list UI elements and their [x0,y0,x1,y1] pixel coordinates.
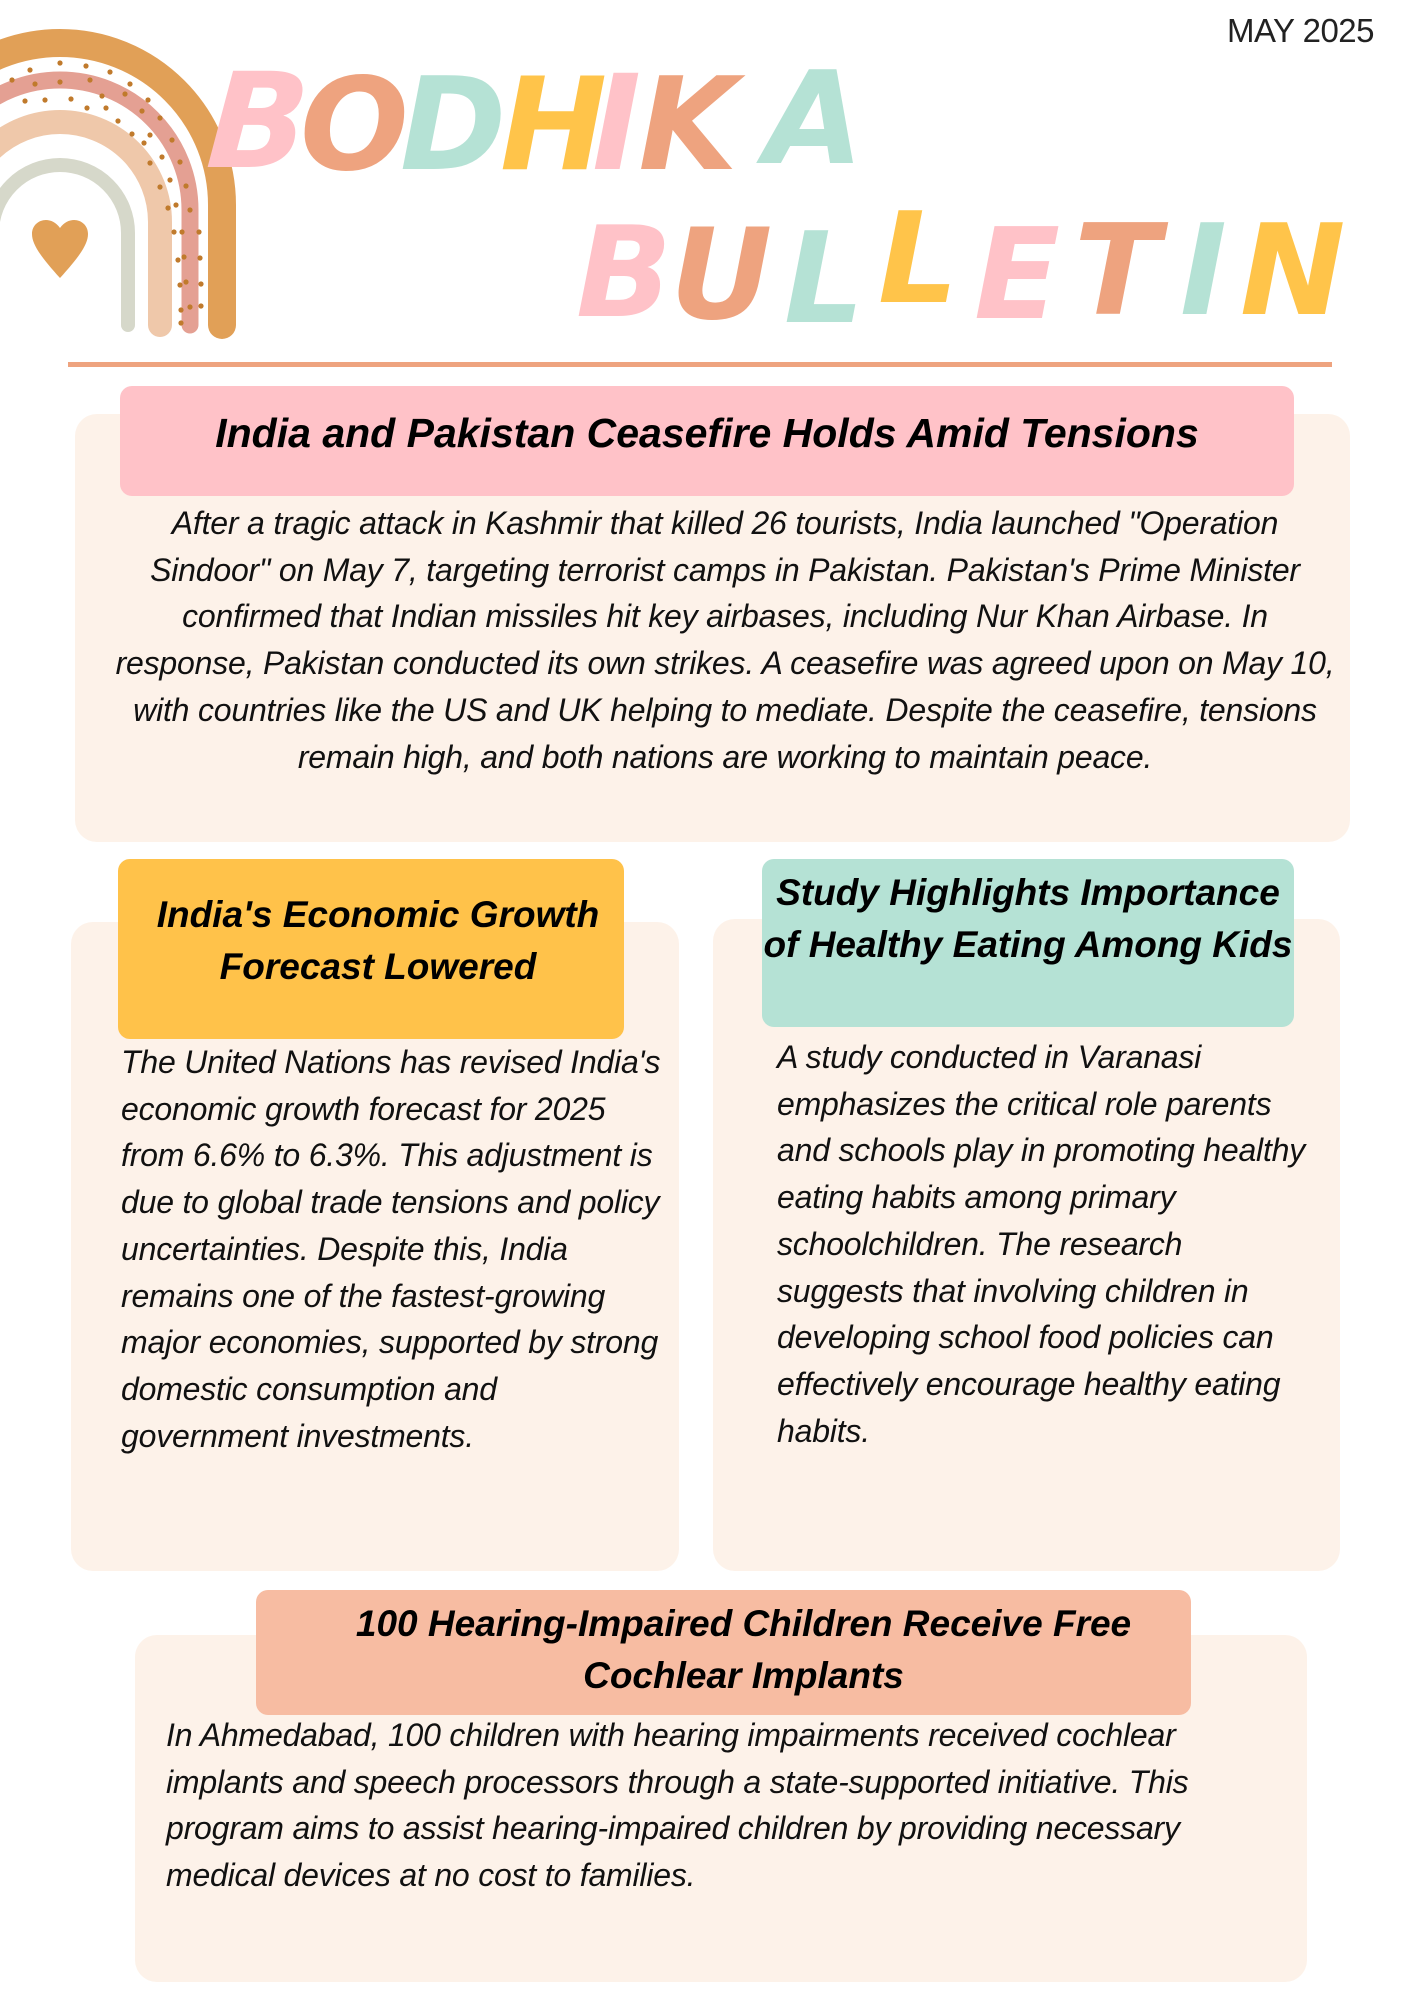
article-headline: India and Pakistan Ceasefire Holds Amid Tensions [120,386,1294,496]
masthead-letter: B [202,45,315,199]
masthead-letter: T [1074,197,1160,344]
masthead-letter: U [670,201,773,348]
masthead-letter: E [974,201,1061,348]
header-divider [68,362,1332,367]
masthead-letter: D [400,51,507,200]
masthead-letter: B [576,199,673,346]
article-headline: Study Highlights Importance of Healthy Eating Among Kids [762,859,1294,1027]
article-body: After a tragic attack in Kashmir that killed 26 tourists, India launched "Operation Sindoor" on May 7, targeting terrorist camps in Pakistan. Pakistan's Prime Minister confirmed that Indian missiles hit key airbases, including Nur Khan Airbase. In response, Pakistan conducted its own strikes. A ceasefire was agreed upon on May 10, with countries like the US and UK helping to mediate. Despite the ceasefire, tensions remain high, and both nations are working to maintain peace. [115,505,1335,775]
masthead-letter: I [1180,197,1227,344]
masthead-letter: K [638,51,738,200]
masthead-letter: L [784,205,865,352]
masthead-letter: N [1240,197,1346,344]
masthead-letter: I [592,47,642,201]
masthead-letter: A [764,45,864,194]
article-body: The United Nations has revised India's economic growth forecast for 2025 from 6.6% to 6.3%. This adjustment is due to global trade tensions and policy uncertainties. Despite this, India remains one of the fastest-growing major economies, supported by strong domestic consumption and government investments. [121,1044,661,1454]
article-headline: India's Economic Growth Forecast Lowered [118,859,624,1039]
issue-date: MAY 2025 [1226,12,1374,49]
article-headline: 100 Hearing-Impaired Children Receive Free Cochlear Implants [256,1590,1191,1715]
masthead-title [0,0,1414,350]
masthead-letter: H [500,51,608,200]
masthead-letter: L [878,185,959,332]
article-body: In Ahmedabad, 100 children with hearing impairments received cochlear implants and speech processors through a state-supported initiative. This program aims to assist hearing-impaired children by providing necessary medical devices at no cost to families. [166,1717,1189,1894]
article-body: A study conducted in Varanasi emphasizes the critical role parents and schools play in promoting healthy eating habits among primary schoolchildren. The research suggests that involving children in developing school food policies can effectively encourage healthy eating habits. [777,1039,1306,1449]
masthead-letter: O [300,51,409,200]
